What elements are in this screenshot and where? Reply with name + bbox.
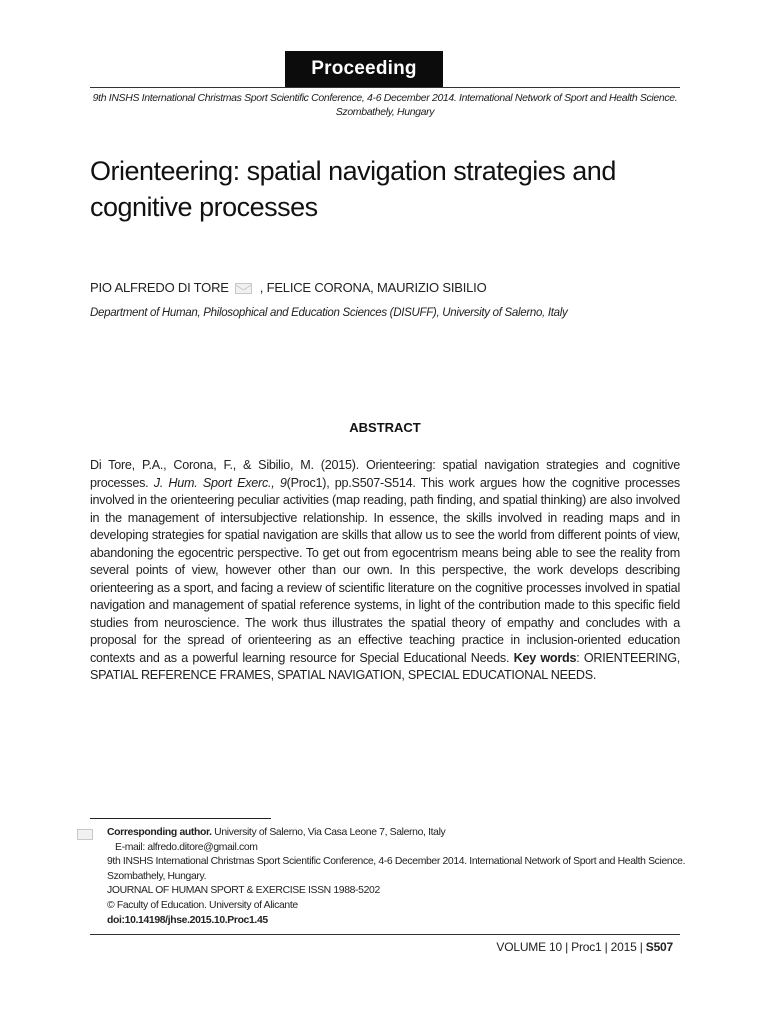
header-divider xyxy=(90,87,680,88)
footnote-divider xyxy=(90,818,271,819)
first-author: PIO ALFREDO DI TORE xyxy=(90,280,229,295)
abstract-body xyxy=(90,457,680,685)
abstract-heading: ABSTRACT xyxy=(349,420,421,435)
page-footer xyxy=(496,939,673,955)
journal-name: J. Hum. Sport Exerc., xyxy=(153,475,275,490)
envelope-icon xyxy=(77,829,93,840)
author-list xyxy=(90,279,680,297)
envelope-icon[interactable] xyxy=(235,283,252,294)
citation-prefix: Di Tore, P.A., Corona, F., & Sibilio, M. (2015). Orienteering: spatial navigation strategies and cognitive processes. xyxy=(90,458,680,490)
footnote xyxy=(107,826,687,928)
corresponding-address: University of Salerno, Via Casa Leone 7, Salerno, Italy xyxy=(211,827,446,838)
conference-line: 9th INSHS International Christmas Sport Scientific Conference, 4-6 December 2014. International Network of Sport and Health Science. Szombathely, Hungary xyxy=(92,92,678,118)
footnote-doi[interactable]: doi:10.14198/jhse.2015.10.Proc1.45 xyxy=(107,914,268,926)
page-number: S507 xyxy=(645,940,673,954)
footnote-conference: 9th INSHS International Christmas Sport Scientific Conference, 4-6 December 2014. International Network of Sport and Health Science. Szombathely, Hungary. xyxy=(107,856,686,882)
keywords: : ORIENTEERING, SPATIAL REFERENCE FRAMES, SPATIAL NAVIGATION, SPECIAL EDUCATIONAL NEEDS. xyxy=(90,650,680,682)
other-authors: , FELICE CORONA, MAURIZIO SIBILIO xyxy=(259,280,487,295)
volume-info: VOLUME 10 | Proc1 | 2015 | xyxy=(496,940,646,954)
journal-volume: 9 xyxy=(274,475,287,490)
corresponding-label: Corresponding author. xyxy=(107,827,212,838)
article-title: Orienteering: spatial navigation strategies and cognitive processes xyxy=(90,156,616,222)
abstract-text: (Proc1), pp.S507-S514. This work argues how the cognitive processes involved in the orienteering peculiar activities (map reading, path finding, and spatial thinking) are also involved in the management of intersubjective relationship. In essence, the skills involved in reading maps and in developing strategies for spatial navigation are skills that allow us to see the world from different points of view, abandoning the egocentric perspective. To get out from egocentrism means being able to see the reality from several points of view, however other than our own. In this perspective, the work develops describing orienteering as a sport, and facing a review of scientific literature on the cognitive processes involved in spatial navigation and management of spatial reference systems, in light of the contribution made to this specific field studies from neuroscience. The work thus illustrates the spatial theory of empathy and concludes with a proposal for the spread of orienteering as an effective teaching practice in inclusion-oriented education contexts and as a powerful learning resource for Special Educational Needs. xyxy=(90,475,680,665)
keywords-label: Key words xyxy=(513,650,577,665)
section-tag: Proceeding xyxy=(285,51,443,87)
footnote-copyright: © Faculty of Education. University of Alicante xyxy=(107,899,298,911)
affiliation: Department of Human, Philosophical and Education Sciences (DISUFF), University of Salerno, Italy xyxy=(90,307,568,319)
footer-divider xyxy=(90,934,680,935)
footnote-email[interactable]: E-mail: alfredo.ditore@gmail.com xyxy=(115,841,258,853)
corresponding-author xyxy=(107,826,687,841)
footnote-issn: JOURNAL OF HUMAN SPORT & EXERCISE ISSN 1988-5202 xyxy=(107,885,380,897)
